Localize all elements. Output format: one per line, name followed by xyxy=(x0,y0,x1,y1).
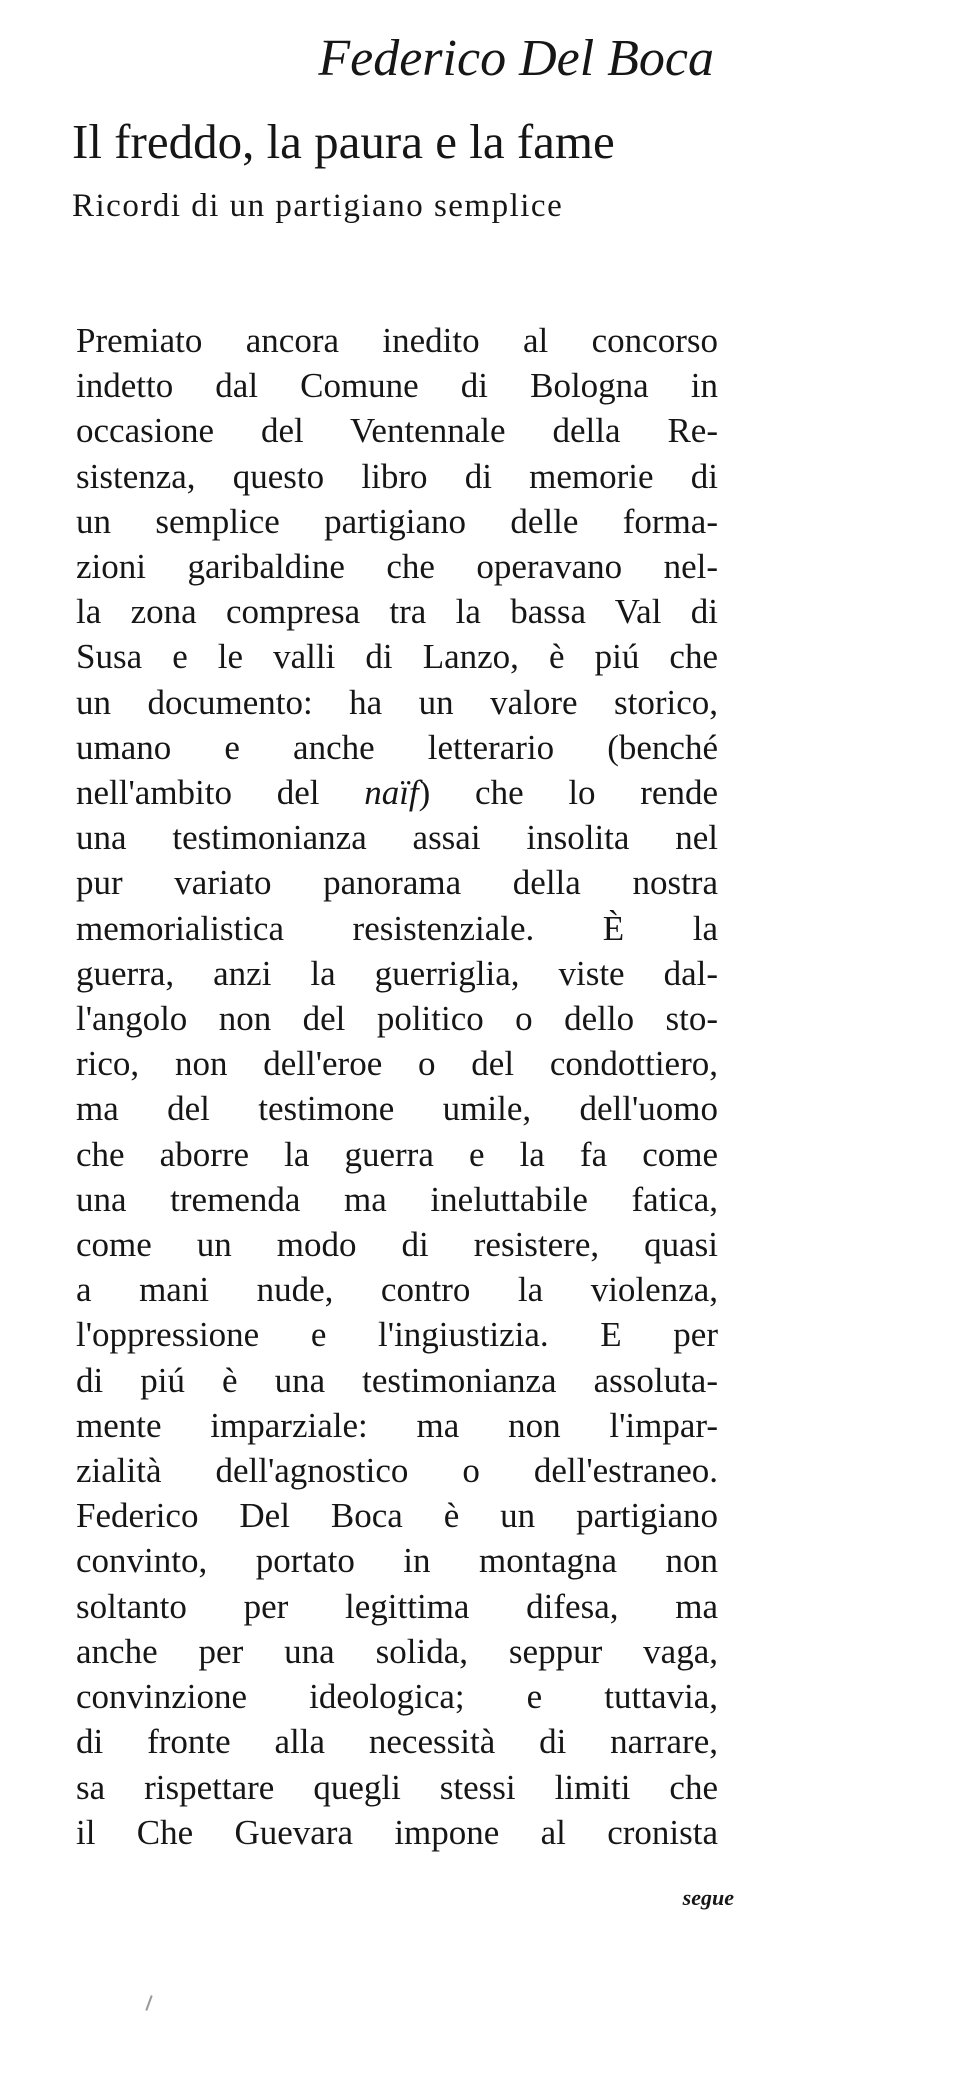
book-subtitle: Ricordi di un partigiano semplice xyxy=(72,188,564,224)
text-line: l'oppressione e l'ingiustizia. E per xyxy=(76,1315,718,1355)
scan-speck xyxy=(145,1995,152,2011)
text-line: nell'ambito del naïf) che lo rende xyxy=(76,773,718,813)
text-line: un semplice partigiano delle forma- xyxy=(76,501,718,541)
text-line: soltanto per legittima difesa, ma xyxy=(76,1586,718,1626)
text-line: ma del testimone umile, dell'uomo xyxy=(76,1089,718,1129)
text-line: Premiato ancora inedito al concorso xyxy=(76,321,718,360)
text-line: la zona compresa tra la bassa Val di xyxy=(76,592,718,632)
text-line: rico, non dell'eroe o del condottiero, xyxy=(76,1044,718,1084)
text-line: indetto dal Comune di Bologna in xyxy=(76,366,718,406)
text-line: l'angolo non del politico o dello sto- xyxy=(76,999,718,1039)
text-line: a mani nude, contro la violenza, xyxy=(76,1270,718,1310)
text-line: sa rispettare quegli stessi limiti che xyxy=(76,1767,718,1807)
text-line: guerra, anzi la guerriglia, viste dal- xyxy=(76,953,718,993)
text-line: umano e anche letterario (benché xyxy=(76,727,718,767)
text-line: mente imparziale: ma non l'impar- xyxy=(76,1405,718,1445)
blurb-text xyxy=(76,318,718,1855)
text-line: il Che Guevara impone al cronista xyxy=(76,1812,718,1852)
text-line: di piú è una testimonianza assoluta- xyxy=(76,1360,718,1400)
text-line: sistenza, questo libro di memorie di xyxy=(76,456,718,496)
text-line: Federico Del Boca è un partigiano xyxy=(76,1496,718,1536)
text-line: anche per una solida, seppur vaga, xyxy=(76,1631,718,1671)
author-name: Federico Del Boca xyxy=(318,30,714,87)
italic-word: naïf xyxy=(364,773,419,813)
text-line: di fronte alla necessità di narrare, xyxy=(76,1722,718,1762)
text-line: un documento: ha un valore storico, xyxy=(76,682,718,722)
text-line: memorialistica resistenziale. È la xyxy=(76,908,718,948)
text-line: convinto, portato in montagna non xyxy=(76,1541,718,1581)
text-line: come un modo di resistere, quasi xyxy=(76,1225,718,1265)
text-line: una testimonianza assai insolita nel xyxy=(76,818,718,858)
continue-label: segue xyxy=(682,1885,734,1910)
text-line: zioni garibaldine che operavano nel- xyxy=(76,547,718,587)
text-line: pur variato panorama della nostra xyxy=(76,863,718,903)
text-line: zialità dell'agnostico o dell'estraneo. xyxy=(76,1451,718,1491)
text-line: convinzione ideologica; e tuttavia, xyxy=(76,1677,718,1717)
text-line: che aborre la guerra e la fa come xyxy=(76,1134,718,1174)
text-line: occasione del Ventennale della Re- xyxy=(76,411,718,451)
book-title: Il freddo, la paura e la fame xyxy=(72,114,615,169)
text-line: una tremenda ma ineluttabile fatica, xyxy=(76,1179,718,1219)
text-line: Susa e le valli di Lanzo, è piú che xyxy=(76,637,718,677)
